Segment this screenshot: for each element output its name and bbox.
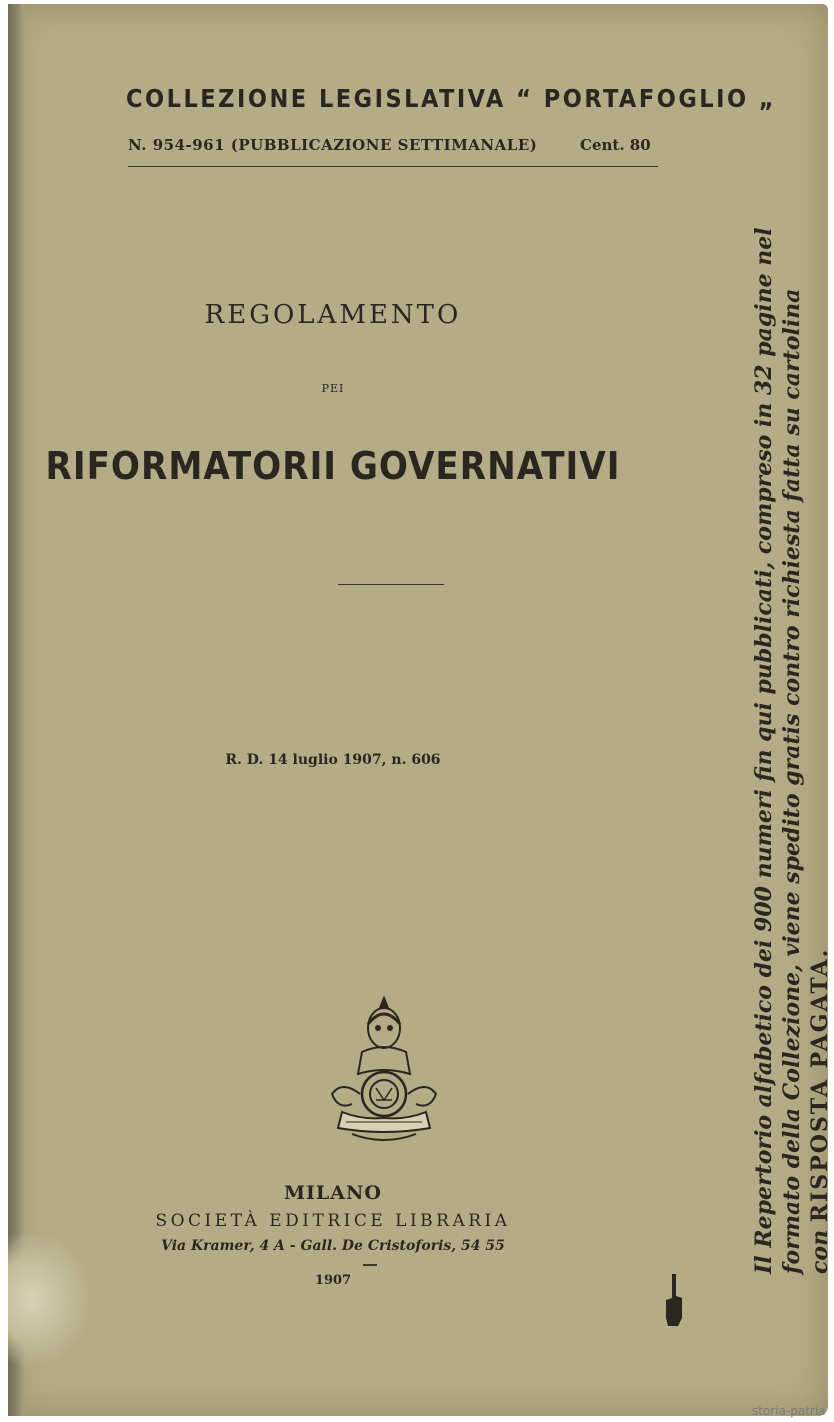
title-regolamento: REGOLAMENTO — [204, 300, 462, 330]
price-label: Cent. 80 — [580, 136, 651, 154]
imprint-address: Via Kramer, 4 A - Gall. De Cristoforis, 54 55 — [161, 1238, 505, 1254]
book-spine — [8, 4, 24, 1416]
publisher-emblem-icon — [322, 994, 446, 1154]
main-title: RIFORMATORII GOVERNATIVI — [45, 444, 621, 488]
decree-reference: R. D. 14 luglio 1907, n. 606 — [225, 752, 441, 768]
side-notice — [750, 89, 834, 1274]
series-subtitle: N. 954-961 (PUBBLICAZIONE SETTIMANALE) — [128, 136, 538, 154]
book-cover — [8, 4, 833, 1416]
title-divider — [338, 584, 444, 585]
imprint-city: MILANO — [284, 1182, 382, 1204]
side-notice-emphasis: RISPOSTA PAGATA — [807, 957, 833, 1223]
side-notice-suffix: . — [807, 949, 833, 958]
series-title: COLLEZIONE LEGISLATIVA “ PORTAFOGLIO „ — [126, 84, 777, 113]
pointing-hand-icon — [664, 1274, 684, 1326]
side-notice-line-1: Il Repertorio alfabetico dei 900 numeri fin qui pubblicati, compreso in 32 pagine nel — [751, 227, 777, 1274]
title-connector: PEI — [321, 382, 345, 395]
side-notice-line-3 — [806, 89, 834, 1274]
side-notice-prefix: con — [807, 1222, 833, 1274]
watermark-text: storia-patria — [752, 1404, 826, 1418]
imprint-publisher: SOCIETÀ EDITRICE LIBRARIA — [155, 1211, 511, 1231]
header-divider — [128, 166, 658, 167]
imprint-year: 1907 — [314, 1273, 352, 1288]
side-notice-line-2: formato della Collezione, viene spedito gratis contro richiesta fatta su cartolina — [779, 288, 805, 1274]
imprint-dash — [363, 1264, 377, 1266]
